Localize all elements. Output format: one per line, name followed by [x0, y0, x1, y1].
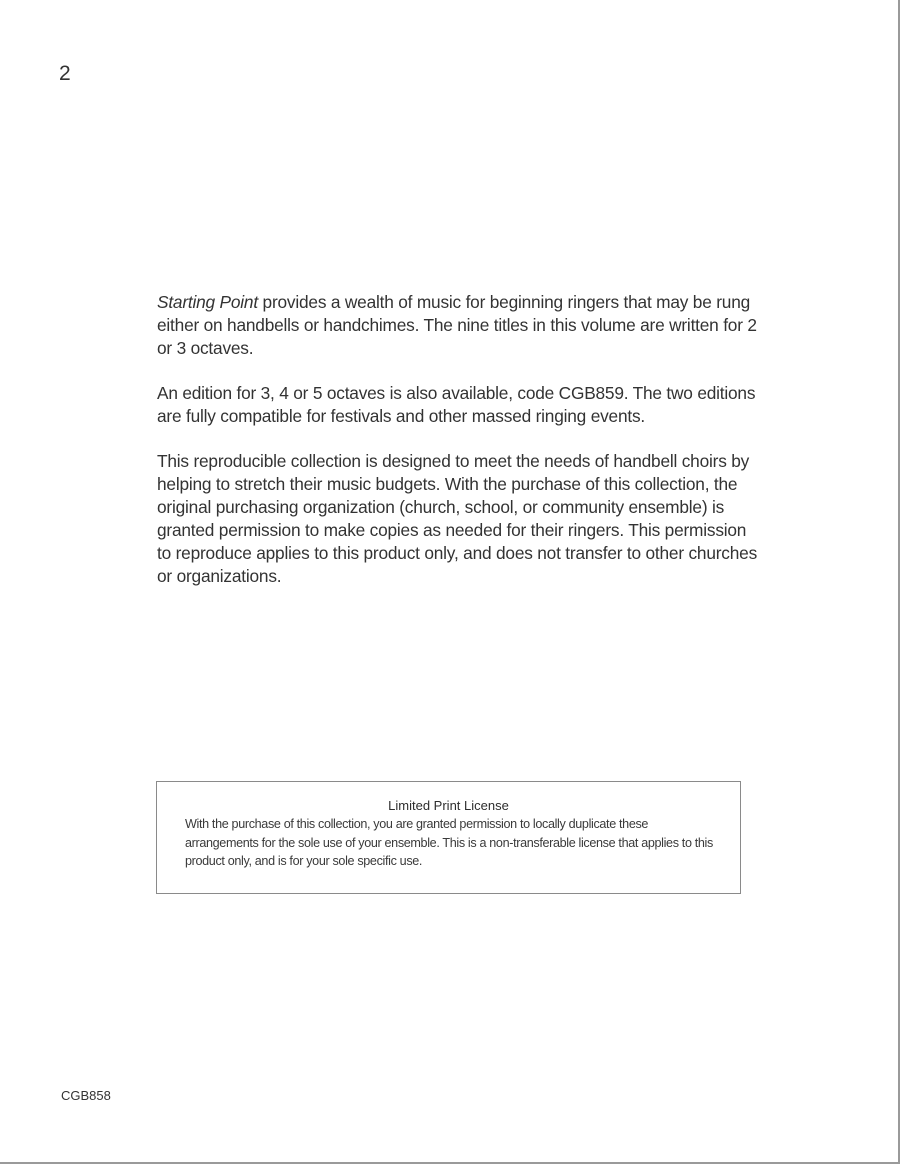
license-title: Limited Print License — [388, 798, 509, 813]
license-box — [156, 781, 741, 894]
intro-paragraph-2: An edition for 3, 4 or 5 octaves is also available, code CGB859. The two editions are fully compatible for festivals and other massed ringing events. — [157, 383, 756, 426]
intro-paragraph-1 — [157, 291, 757, 360]
product-code: CGB858 — [61, 1088, 111, 1103]
collection-title: Starting Point — [157, 292, 258, 312]
intro-text — [157, 291, 757, 610]
page-number: 2 — [59, 62, 71, 85]
license-text: With the purchase of this collection, you are granted permission to locally duplicate these arrangements for the sole use of your ensemble. This is a non-transferable license that applies to this product only, and is for your sole specific use. — [185, 817, 713, 868]
intro-paragraph-1-body: provides a wealth of music for beginning ringers that may be rung either on handbells or handchimes. The nine titles in this volume are written for 2 or 3 octaves. — [157, 292, 757, 358]
intro-paragraph-3: This reproducible collection is designed to meet the needs of handbell choirs by helping to stretch their music budgets. With the purchase of this collection, the original purchasing organization (church, school, or community ensemble) is granted permission to make copies as needed for their ringers. This permission to reproduce applies to this product only, and does not transfer to other churches or organizations. — [157, 451, 758, 586]
